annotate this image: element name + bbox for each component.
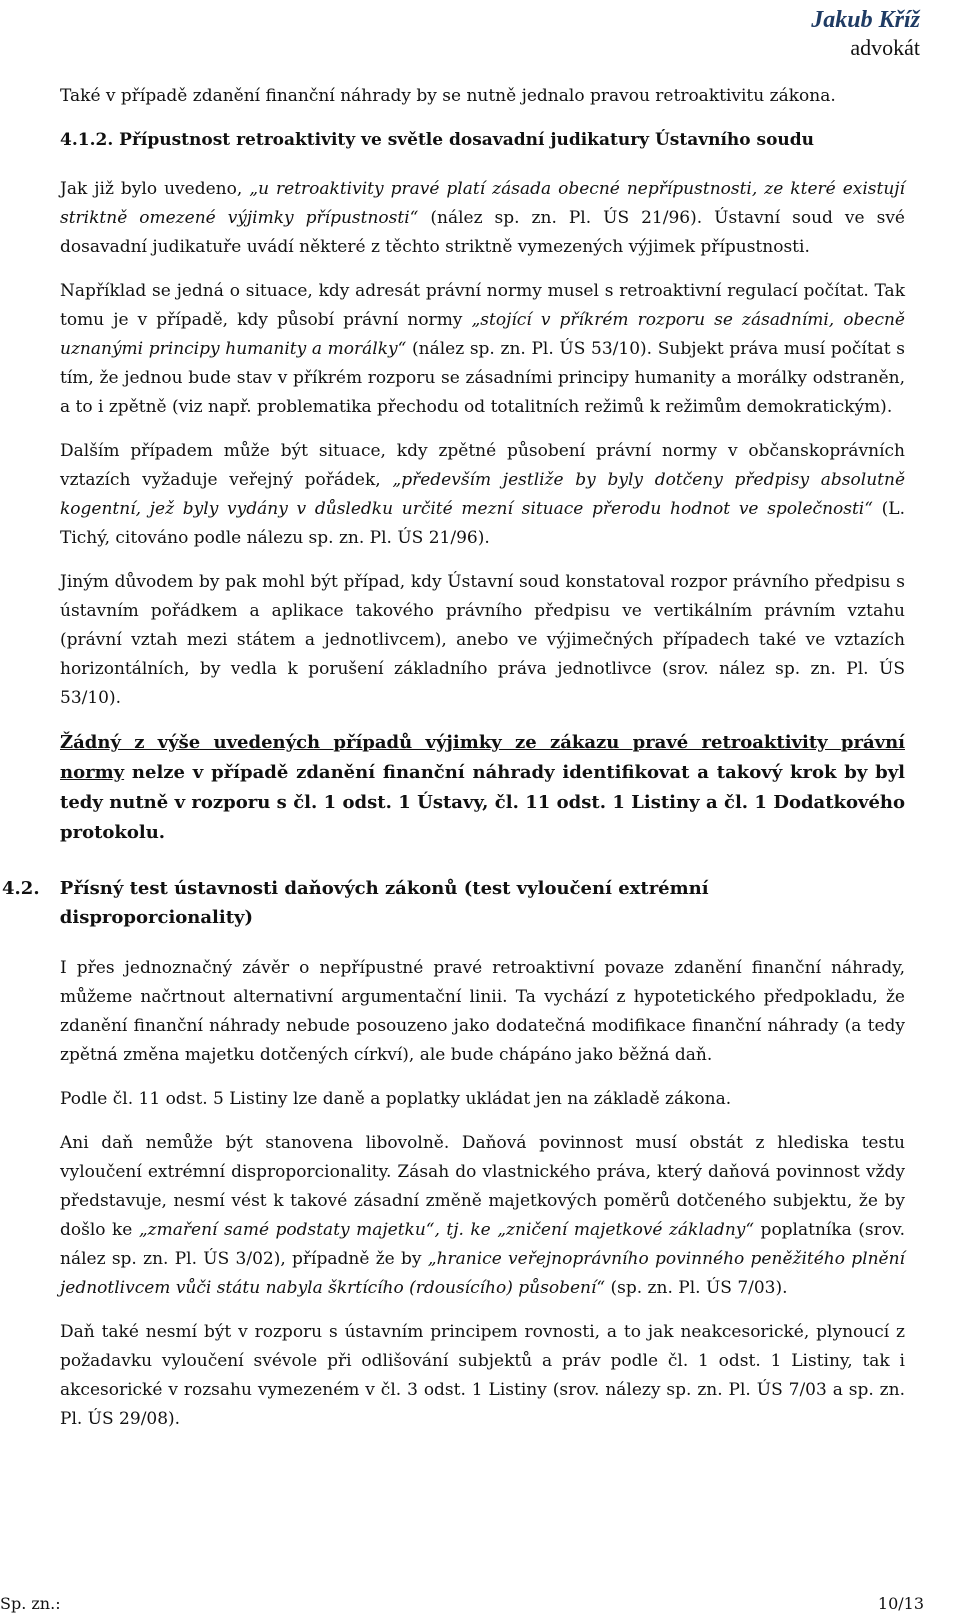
paragraph-public-order-exception: [60, 437, 905, 553]
document-body: [2, 82, 906, 1449]
quote-segment: „zmaření samé podstaty majetku“, tj. ke „zničení majetkové základny“: [138, 1220, 755, 1240]
page-number: 10/13: [877, 1594, 924, 1613]
text-segment: nelze v případě zdanění finanční náhrady identifikovat a takový krok by byl tedy nutně v rozporu s čl. 1 odst. 1 Ústavy, čl. 11 odst. 1 Listiny a čl. 1 Dodatkového protokolu.: [60, 762, 905, 843]
text-segment: (sp. zn. Pl. ÚS 7/03).: [605, 1278, 788, 1298]
quote-segment: „hranice veřejnoprávního povinného peněžitého plnění jednotlivcem vůči státu nabyla škrtícího (rdousícího) působení“: [60, 1249, 905, 1298]
text-segment: Například se jedná o situace, kdy adresát právní normy musel s retroaktivní regulací počítat. Tak tomu je v případě, kdy působí právní normy: [60, 281, 905, 330]
underlined-text: Žádný z výše uvedených případů výjimky ze zákazu pravé retroaktivity právní normy: [60, 732, 905, 783]
section-number: 4.2.: [2, 878, 40, 899]
text-segment: Dalším případem může být situace, kdy zpětné působení právní normy v občanskoprávních vztazích vyžaduje veřejný pořádek,: [60, 441, 905, 490]
quote-segment: „především jestliže by byly dotčeny předpisy absolutně kogentní, jež byly vydány v důsledku určité mezní situace přerodu hodnot ve společnosti“: [60, 470, 906, 519]
paragraph-constitutional-conflict: Jiným důvodem by pak mohl být případ, kdy Ústavní soud konstatoval rozpor právního předpisu s ústavním pořádkem a aplikace takového právního předpisu ve vertikálním právním vztahu (právní vztah mezi státem a jednotlivcem), anebo ve výjimečných případech také ve vztazích horizontálních, by vedla k porušení základního práva jednotlivce (srov. nález sp. zn. Pl. ÚS 53/10).: [60, 572, 905, 708]
text-segment: (nález sp. zn. Pl. ÚS 53/10). Subjekt práva musí počítat s tím, že jednou bude stav v příkrém rozporu se zásadními principy humanity a morálky odstraněn, a to i zpětně (viz např. problematika přechodu od totalitních režimů k režimům demokratickým).: [60, 339, 906, 417]
quote-segment: „stojící v příkrém rozporu se zásadními, obecně uznanými principy humanity a morálky“: [60, 310, 905, 359]
paragraph-conclusion: [60, 728, 905, 848]
paragraph-humanity-exception: [60, 277, 905, 422]
section-heading-4-2: [2, 874, 905, 932]
author-role: advokát: [850, 35, 920, 60]
letterhead: [811, 6, 920, 62]
intro-paragraph: Také v případě zdanění finanční náhrady by se nutně jednalo pravou retroaktivitu zákona.: [60, 86, 836, 106]
text-segment: Ani daň nemůže být stanovena libovolně. Daňová povinnost musí obstát z hlediska testu vyloučení extrémní disproporcionality. Zásah do vlastnického práva, který daňová povinnost vždy představuje, nesmí vést k takové zásadní změně majetkových poměrů dotčeného subjektu, že by došlo ke: [60, 1133, 905, 1240]
text-segment: (nález sp. zn. Pl. ÚS 21/96). Ústavní soud ve své dosavadní judikatuře uvádí některé z těchto striktně vymezených výjimek přípustnosti.: [60, 208, 905, 257]
section-heading-4-1-2: 4.1.2. Přípustnost retroaktivity ve světle dosavadní judikatury Ústavního soudu: [60, 130, 815, 150]
text-segment: poplatníka (srov. nález sp. zn. Pl. ÚS 3/02), případně že by: [60, 1220, 905, 1269]
paragraph-alternative-argument: I přes jednoznačný závěr o nepřípustné pravé retroaktivní povaze zdanění finanční náhrady, můžeme načrtnout alternativní argumentační linii. Ta vychází z hypotetického předpokladu, že zdanění finanční náhrady nebude posouzeno jako dodatečná modifikace finanční náhrady (a tedy zpětná změna majetku dotčených církví), ale bude chápáno jako běžná daň.: [60, 958, 905, 1065]
case-number-label: Sp. zn.:: [0, 1594, 61, 1613]
text-segment: (L. Tichý, citováno podle nálezu sp. zn. Pl. ÚS 21/96).: [60, 499, 906, 548]
paragraph-equality-principle: Daň také nesmí být v rozporu s ústavním principem rovnosti, a to jak neakcesorické, plynoucí z požadavku vyloučení svévole při odlišování subjektů a práv podle čl. 1 odst. 1 Listiny, tak i akcesorické v rozsahu vymezeném v čl. 3 odst. 1 Listiny (srov. nálezy sp. zn. Pl. ÚS 7/03 a sp. zn. Pl. ÚS 29/08).: [60, 1322, 905, 1429]
quote-segment: „u retroaktivity pravé platí zásada obecné nepřípustnosti, ze které existují striktně omezené výjimky přípustnosti“: [60, 179, 905, 228]
author-name: Jakub Kříž: [811, 7, 920, 33]
paragraph-disproportionality-test: [60, 1129, 905, 1303]
section-title: Přísný test ústavnosti daňových zákonů (test vyloučení extrémní disproporcionality): [59, 878, 709, 928]
text-segment: Jak již bylo uvedeno,: [60, 179, 250, 199]
paragraph-retroactivity-principle: [60, 175, 905, 262]
paragraph-tax-legal-basis: Podle čl. 11 odst. 5 Listiny lze daně a poplatky ukládat jen na základě zákona.: [60, 1089, 732, 1109]
